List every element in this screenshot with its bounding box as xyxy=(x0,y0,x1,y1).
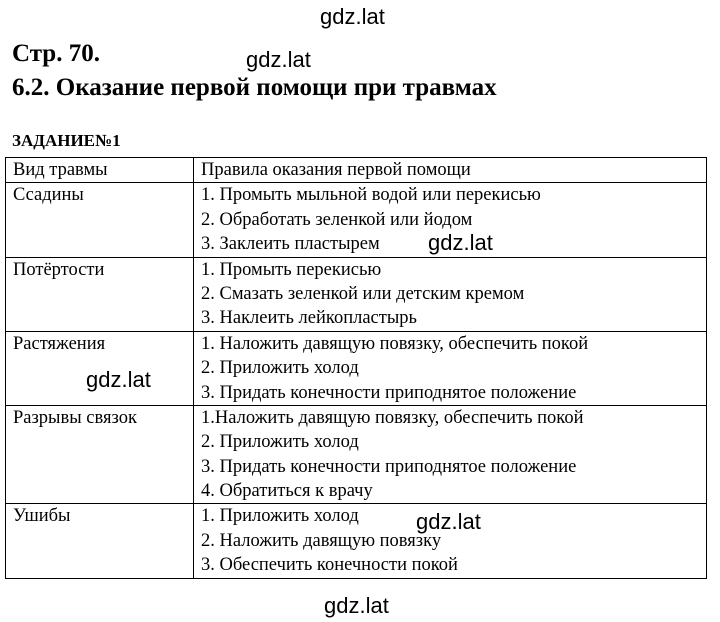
rule-item: 4. Обратиться к врачу xyxy=(201,481,373,502)
header-injury-type-label: Вид травмы xyxy=(13,160,108,180)
table-header-row xyxy=(6,158,707,183)
rule-item: 1. Промыть мыльной водой или перекисью xyxy=(201,185,541,206)
header-first-aid-rules xyxy=(194,158,707,183)
watermark: gdz.lat xyxy=(320,4,385,29)
injury-cell xyxy=(6,405,194,504)
injury-name: Потёртости xyxy=(13,259,105,280)
table-row xyxy=(6,405,707,504)
watermark: gdz.lat xyxy=(246,47,311,72)
rule-item: 1. Приложить холод xyxy=(201,506,359,527)
table-row xyxy=(6,504,707,578)
injury-cell xyxy=(6,183,194,257)
rule-item: 3. Придать конечности приподнятое положение xyxy=(201,382,577,403)
injury-name: Ссадины xyxy=(13,185,84,206)
watermark: gdz.lat xyxy=(416,509,481,534)
rule-item: 2. Приложить холод xyxy=(201,358,359,379)
watermark: gdz.lat xyxy=(428,230,493,255)
rule-item: 2. Наложить давящую повязку xyxy=(201,530,442,551)
injury-name: Растяжения xyxy=(13,333,106,354)
rule-item: 3. Заклеить пластырем xyxy=(201,234,380,255)
watermark: gdz.lat xyxy=(86,367,151,392)
rule-item: 3. Обеспечить конечности покой xyxy=(201,555,458,576)
rule-item: 1.Наложить давящую повязку, обеспечить покой xyxy=(201,407,584,428)
header-first-aid-rules-label: Правила оказания первой помощи xyxy=(201,160,471,180)
table-row xyxy=(6,183,707,257)
injury-name: Ушибы xyxy=(13,506,71,527)
page-reference: Стр. 70. xyxy=(12,40,100,67)
rule-item: 2. Смазать зеленкой или детским кремом xyxy=(201,283,525,304)
section-title: 6.2. Оказание первой помощи при травмах xyxy=(12,74,497,101)
table-row xyxy=(6,257,707,331)
injury-cell xyxy=(6,504,194,578)
injury-cell xyxy=(6,257,194,331)
watermark: gdz.lat xyxy=(324,593,389,618)
rule-item: 2. Обработать зеленкой или йодом xyxy=(201,209,473,230)
rule-item: 3. Наклеить лейкопластырь xyxy=(201,308,417,329)
header-injury-type xyxy=(6,158,194,183)
rule-item: 1. Промыть перекисью xyxy=(201,259,382,280)
injury-name: Разрывы связок xyxy=(13,407,137,428)
rules-cell xyxy=(194,331,707,405)
task-label: ЗАДАНИЕ№1 xyxy=(12,131,121,150)
rule-item: 2. Приложить холод xyxy=(201,432,359,453)
rules-cell xyxy=(194,257,707,331)
rule-item: 1. Наложить давящую повязку, обеспечить покой xyxy=(201,333,589,354)
rule-item: 3. Придать конечности приподнятое положение xyxy=(201,456,577,477)
rules-cell xyxy=(194,405,707,504)
